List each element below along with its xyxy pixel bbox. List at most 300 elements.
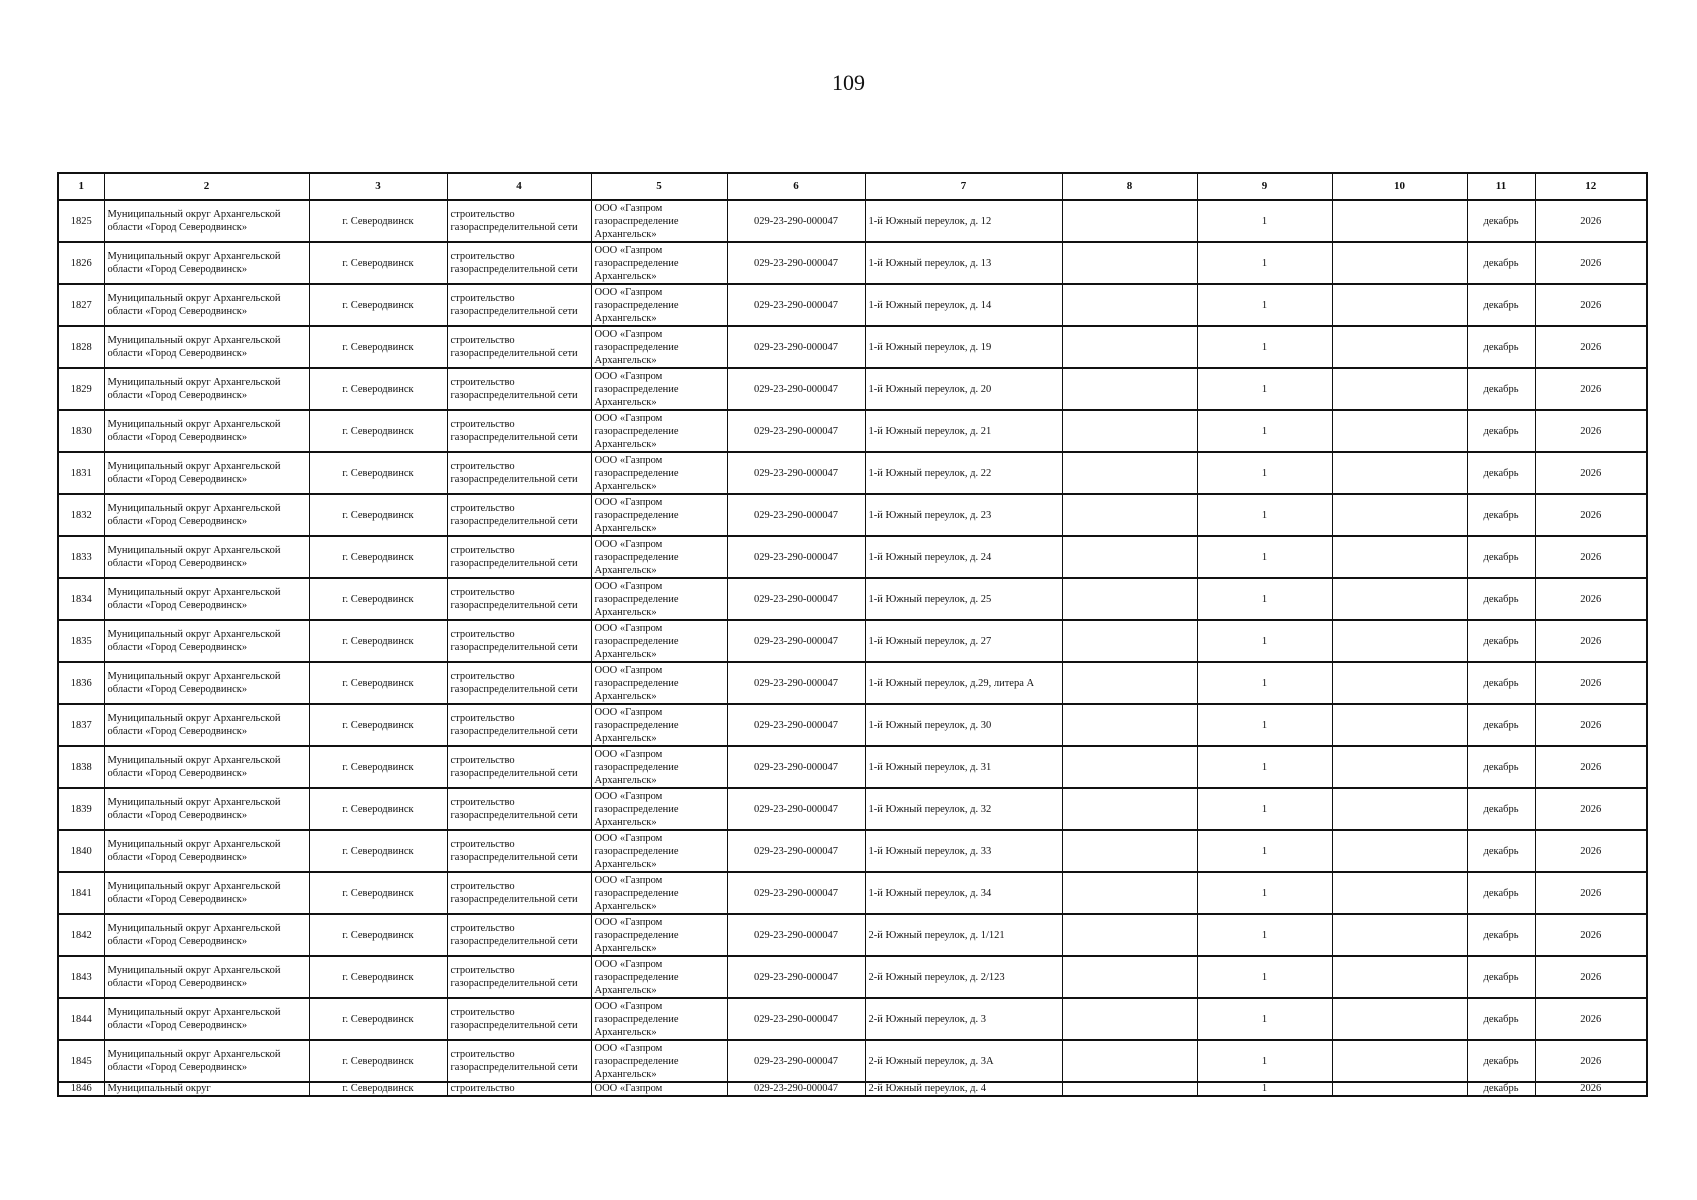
address-cell: 1-й Южный переулок, д. 30 <box>865 704 1062 746</box>
scheme-code-cell: 029-23-290-000047 <box>727 662 865 704</box>
work-type-cell: строительство газораспределительной сети <box>447 284 591 326</box>
column-9-cell: 1 <box>1197 1082 1332 1096</box>
table-row <box>58 662 1647 704</box>
address-cell: 1-й Южный переулок, д.29, литера А <box>865 662 1062 704</box>
column-header: 12 <box>1535 173 1647 200</box>
organization-cell: ООО «Газпром газораспределение Архангельск» <box>591 494 727 536</box>
address-cell: 1-й Южный переулок, д. 32 <box>865 788 1062 830</box>
work-type-cell: строительство газораспределительной сети <box>447 242 591 284</box>
city-cell: г. Северодвинск <box>309 662 447 704</box>
column-8-cell <box>1062 284 1197 326</box>
municipality-cell: Муниципальный округ <box>104 1082 309 1096</box>
scheme-code-cell: 029-23-290-000047 <box>727 746 865 788</box>
work-type-cell: строительство газораспределительной сети <box>447 746 591 788</box>
month-cell: декабрь <box>1467 998 1535 1040</box>
work-type-cell: строительство газораспределительной сети <box>447 494 591 536</box>
row-number-cell: 1842 <box>58 914 104 956</box>
column-8-cell <box>1062 662 1197 704</box>
table-row <box>58 998 1647 1040</box>
scheme-code-cell: 029-23-290-000047 <box>727 1040 865 1082</box>
municipality-cell: Муниципальный округ Архангельской области «Город Северодвинск» <box>104 200 309 242</box>
work-type-cell: строительство <box>447 1082 591 1096</box>
city-cell: г. Северодвинск <box>309 242 447 284</box>
column-header: 5 <box>591 173 727 200</box>
table-row <box>58 578 1647 620</box>
organization-cell: ООО «Газпром газораспределение Архангельск» <box>591 914 727 956</box>
column-8-cell <box>1062 452 1197 494</box>
table-row <box>58 452 1647 494</box>
municipality-cell: Муниципальный округ Архангельской области «Город Северодвинск» <box>104 956 309 998</box>
column-header: 11 <box>1467 173 1535 200</box>
work-type-cell: строительство газораспределительной сети <box>447 704 591 746</box>
year-cell: 2026 <box>1535 704 1647 746</box>
column-9-cell: 1 <box>1197 326 1332 368</box>
row-number-cell: 1837 <box>58 704 104 746</box>
city-cell: г. Северодвинск <box>309 956 447 998</box>
city-cell: г. Северодвинск <box>309 830 447 872</box>
page-number: 109 <box>832 70 865 95</box>
city-cell: г. Северодвинск <box>309 410 447 452</box>
municipality-cell: Муниципальный округ Архангельской области «Город Северодвинск» <box>104 536 309 578</box>
table-row <box>58 914 1647 956</box>
month-cell: декабрь <box>1467 662 1535 704</box>
column-10-cell <box>1332 536 1467 578</box>
city-cell: г. Северодвинск <box>309 326 447 368</box>
year-cell: 2026 <box>1535 746 1647 788</box>
column-8-cell <box>1062 494 1197 536</box>
table-row <box>58 326 1647 368</box>
address-cell: 1-й Южный переулок, д. 13 <box>865 242 1062 284</box>
city-cell: г. Северодвинск <box>309 746 447 788</box>
scheme-code-cell: 029-23-290-000047 <box>727 410 865 452</box>
row-number-cell: 1826 <box>58 242 104 284</box>
scheme-code-cell: 029-23-290-000047 <box>727 494 865 536</box>
column-9-cell: 1 <box>1197 200 1332 242</box>
month-cell: декабрь <box>1467 326 1535 368</box>
column-9-cell: 1 <box>1197 998 1332 1040</box>
row-number-cell: 1844 <box>58 998 104 1040</box>
column-9-cell: 1 <box>1197 746 1332 788</box>
organization-cell: ООО «Газпром газораспределение Архангельск» <box>591 956 727 998</box>
row-number-cell: 1832 <box>58 494 104 536</box>
work-type-cell: строительство газораспределительной сети <box>447 872 591 914</box>
year-cell: 2026 <box>1535 620 1647 662</box>
column-8-cell <box>1062 746 1197 788</box>
header-row <box>58 173 1647 200</box>
column-9-cell: 1 <box>1197 452 1332 494</box>
month-cell: декабрь <box>1467 368 1535 410</box>
month-cell: декабрь <box>1467 284 1535 326</box>
scheme-code-cell: 029-23-290-000047 <box>727 956 865 998</box>
work-type-cell: строительство газораспределительной сети <box>447 452 591 494</box>
address-cell: 1-й Южный переулок, д. 19 <box>865 326 1062 368</box>
address-cell: 1-й Южный переулок, д. 25 <box>865 578 1062 620</box>
organization-cell: ООО «Газпром газораспределение Архангельск» <box>591 788 727 830</box>
row-number-cell: 1834 <box>58 578 104 620</box>
work-type-cell: строительство газораспределительной сети <box>447 620 591 662</box>
row-number-cell: 1831 <box>58 452 104 494</box>
column-10-cell <box>1332 242 1467 284</box>
scheme-code-cell: 029-23-290-000047 <box>727 914 865 956</box>
scheme-code-cell: 029-23-290-000047 <box>727 620 865 662</box>
column-header: 7 <box>865 173 1062 200</box>
column-8-cell <box>1062 704 1197 746</box>
column-9-cell: 1 <box>1197 788 1332 830</box>
column-10-cell <box>1332 368 1467 410</box>
address-cell: 1-й Южный переулок, д. 12 <box>865 200 1062 242</box>
year-cell: 2026 <box>1535 830 1647 872</box>
column-header: 2 <box>104 173 309 200</box>
address-cell: 1-й Южный переулок, д. 33 <box>865 830 1062 872</box>
month-cell: декабрь <box>1467 200 1535 242</box>
table-row <box>58 620 1647 662</box>
column-8-cell <box>1062 1082 1197 1096</box>
row-number-cell: 1838 <box>58 746 104 788</box>
table-row <box>58 368 1647 410</box>
column-8-cell <box>1062 830 1197 872</box>
address-cell: 1-й Южный переулок, д. 22 <box>865 452 1062 494</box>
year-cell: 2026 <box>1535 284 1647 326</box>
column-9-cell: 1 <box>1197 956 1332 998</box>
year-cell: 2026 <box>1535 200 1647 242</box>
address-cell: 1-й Южный переулок, д. 31 <box>865 746 1062 788</box>
column-10-cell <box>1332 452 1467 494</box>
scheme-code-cell: 029-23-290-000047 <box>727 788 865 830</box>
column-10-cell <box>1332 998 1467 1040</box>
table-row <box>58 284 1647 326</box>
organization-cell: ООО «Газпром газораспределение Архангельск» <box>591 998 727 1040</box>
organization-cell: ООО «Газпром газораспределение Архангельск» <box>591 452 727 494</box>
column-9-cell: 1 <box>1197 662 1332 704</box>
table-row <box>58 872 1647 914</box>
month-cell: декабрь <box>1467 536 1535 578</box>
address-cell: 1-й Южный переулок, д. 34 <box>865 872 1062 914</box>
year-cell: 2026 <box>1535 494 1647 536</box>
column-10-cell <box>1332 1082 1467 1096</box>
year-cell: 2026 <box>1535 452 1647 494</box>
city-cell: г. Северодвинск <box>309 788 447 830</box>
address-cell: 2-й Южный переулок, д. 3 <box>865 998 1062 1040</box>
table-row <box>58 1082 1647 1096</box>
column-8-cell <box>1062 872 1197 914</box>
organization-cell: ООО «Газпром газораспределение Архангельск» <box>591 704 727 746</box>
column-8-cell <box>1062 368 1197 410</box>
column-header: 6 <box>727 173 865 200</box>
city-cell: г. Северодвинск <box>309 1082 447 1096</box>
column-8-cell <box>1062 914 1197 956</box>
scheme-code-cell: 029-23-290-000047 <box>727 368 865 410</box>
year-cell: 2026 <box>1535 368 1647 410</box>
organization-cell: ООО «Газпром газораспределение Архангельск» <box>591 200 727 242</box>
column-header: 9 <box>1197 173 1332 200</box>
work-type-cell: строительство газораспределительной сети <box>447 368 591 410</box>
month-cell: декабрь <box>1467 620 1535 662</box>
municipality-cell: Муниципальный округ Архангельской области «Город Северодвинск» <box>104 452 309 494</box>
row-number-cell: 1840 <box>58 830 104 872</box>
year-cell: 2026 <box>1535 956 1647 998</box>
organization-cell: ООО «Газпром газораспределение Архангельск» <box>591 1040 727 1082</box>
municipality-cell: Муниципальный округ Архангельской области «Город Северодвинск» <box>104 410 309 452</box>
month-cell: декабрь <box>1467 914 1535 956</box>
organization-cell: ООО «Газпром газораспределение Архангельск» <box>591 578 727 620</box>
column-10-cell <box>1332 578 1467 620</box>
municipality-cell: Муниципальный округ Архангельской области «Город Северодвинск» <box>104 242 309 284</box>
table-row <box>58 410 1647 452</box>
column-10-cell <box>1332 662 1467 704</box>
column-8-cell <box>1062 788 1197 830</box>
column-10-cell <box>1332 872 1467 914</box>
column-10-cell <box>1332 956 1467 998</box>
table-row <box>58 200 1647 242</box>
column-8-cell <box>1062 998 1197 1040</box>
organization-cell: ООО «Газпром газораспределение Архангельск» <box>591 536 727 578</box>
column-8-cell <box>1062 956 1197 998</box>
organization-cell: ООО «Газпром <box>591 1082 727 1096</box>
table-row <box>58 788 1647 830</box>
month-cell: декабрь <box>1467 1040 1535 1082</box>
scheme-code-cell: 029-23-290-000047 <box>727 1082 865 1096</box>
column-10-cell <box>1332 494 1467 536</box>
month-cell: декабрь <box>1467 872 1535 914</box>
column-10-cell <box>1332 746 1467 788</box>
address-cell: 1-й Южный переулок, д. 24 <box>865 536 1062 578</box>
table-row <box>58 956 1647 998</box>
address-cell: 1-й Южный переулок, д. 20 <box>865 368 1062 410</box>
year-cell: 2026 <box>1535 536 1647 578</box>
row-number-cell: 1841 <box>58 872 104 914</box>
column-8-cell <box>1062 1040 1197 1082</box>
work-type-cell: строительство газораспределительной сети <box>447 326 591 368</box>
scheme-code-cell: 029-23-290-000047 <box>727 998 865 1040</box>
row-number-cell: 1845 <box>58 1040 104 1082</box>
year-cell: 2026 <box>1535 242 1647 284</box>
year-cell: 2026 <box>1535 326 1647 368</box>
year-cell: 2026 <box>1535 410 1647 452</box>
address-cell: 1-й Южный переулок, д. 23 <box>865 494 1062 536</box>
organization-cell: ООО «Газпром газораспределение Архангельск» <box>591 410 727 452</box>
organization-cell: ООО «Газпром газораспределение Архангельск» <box>591 284 727 326</box>
row-number-cell: 1825 <box>58 200 104 242</box>
column-header: 10 <box>1332 173 1467 200</box>
address-cell: 2-й Южный переулок, д. 4 <box>865 1082 1062 1096</box>
month-cell: декабрь <box>1467 830 1535 872</box>
city-cell: г. Северодвинск <box>309 998 447 1040</box>
work-type-cell: строительство газораспределительной сети <box>447 998 591 1040</box>
organization-cell: ООО «Газпром газораспределение Архангельск» <box>591 872 727 914</box>
column-9-cell: 1 <box>1197 494 1332 536</box>
column-10-cell <box>1332 410 1467 452</box>
table-row <box>58 536 1647 578</box>
city-cell: г. Северодвинск <box>309 914 447 956</box>
work-type-cell: строительство газораспределительной сети <box>447 662 591 704</box>
row-number-cell: 1829 <box>58 368 104 410</box>
month-cell: декабрь <box>1467 452 1535 494</box>
column-10-cell <box>1332 830 1467 872</box>
column-9-cell: 1 <box>1197 368 1332 410</box>
row-number-cell: 1830 <box>58 410 104 452</box>
scheme-code-cell: 029-23-290-000047 <box>727 704 865 746</box>
scheme-code-cell: 029-23-290-000047 <box>727 284 865 326</box>
scheme-code-cell: 029-23-290-000047 <box>727 242 865 284</box>
year-cell: 2026 <box>1535 662 1647 704</box>
year-cell: 2026 <box>1535 872 1647 914</box>
table-row <box>58 1040 1647 1082</box>
column-9-cell: 1 <box>1197 830 1332 872</box>
address-cell: 1-й Южный переулок, д. 27 <box>865 620 1062 662</box>
organization-cell: ООО «Газпром газораспределение Архангельск» <box>591 662 727 704</box>
city-cell: г. Северодвинск <box>309 494 447 536</box>
column-9-cell: 1 <box>1197 284 1332 326</box>
scheme-code-cell: 029-23-290-000047 <box>727 536 865 578</box>
organization-cell: ООО «Газпром газораспределение Архангельск» <box>591 830 727 872</box>
table-row <box>58 242 1647 284</box>
organization-cell: ООО «Газпром газораспределение Архангельск» <box>591 326 727 368</box>
row-number-cell: 1843 <box>58 956 104 998</box>
column-8-cell <box>1062 200 1197 242</box>
year-cell: 2026 <box>1535 1082 1647 1096</box>
row-number-cell: 1836 <box>58 662 104 704</box>
column-10-cell <box>1332 704 1467 746</box>
month-cell: декабрь <box>1467 242 1535 284</box>
organization-cell: ООО «Газпром газораспределение Архангельск» <box>591 368 727 410</box>
work-type-cell: строительство газораспределительной сети <box>447 830 591 872</box>
table-row <box>58 830 1647 872</box>
scheme-code-cell: 029-23-290-000047 <box>727 326 865 368</box>
city-cell: г. Северодвинск <box>309 1040 447 1082</box>
scheme-code-cell: 029-23-290-000047 <box>727 830 865 872</box>
column-10-cell <box>1332 788 1467 830</box>
address-cell: 1-й Южный переулок, д. 21 <box>865 410 1062 452</box>
column-9-cell: 1 <box>1197 410 1332 452</box>
row-number-cell: 1835 <box>58 620 104 662</box>
column-10-cell <box>1332 200 1467 242</box>
city-cell: г. Северодвинск <box>309 578 447 620</box>
column-10-cell <box>1332 914 1467 956</box>
row-number-cell: 1827 <box>58 284 104 326</box>
municipality-cell: Муниципальный округ Архангельской области «Город Северодвинск» <box>104 872 309 914</box>
municipality-cell: Муниципальный округ Архангельской области «Город Северодвинск» <box>104 284 309 326</box>
municipality-cell: Муниципальный округ Архангельской области «Город Северодвинск» <box>104 788 309 830</box>
municipality-cell: Муниципальный округ Архангельской области «Город Северодвинск» <box>104 368 309 410</box>
column-8-cell <box>1062 242 1197 284</box>
column-10-cell <box>1332 326 1467 368</box>
work-type-cell: строительство газораспределительной сети <box>447 914 591 956</box>
municipality-cell: Муниципальный округ Архангельской области «Город Северодвинск» <box>104 662 309 704</box>
table-row <box>58 746 1647 788</box>
city-cell: г. Северодвинск <box>309 536 447 578</box>
year-cell: 2026 <box>1535 1040 1647 1082</box>
work-type-cell: строительство газораспределительной сети <box>447 578 591 620</box>
column-10-cell <box>1332 1040 1467 1082</box>
year-cell: 2026 <box>1535 578 1647 620</box>
month-cell: декабрь <box>1467 578 1535 620</box>
municipality-cell: Муниципальный округ Архангельской области «Город Северодвинск» <box>104 830 309 872</box>
column-9-cell: 1 <box>1197 578 1332 620</box>
column-9-cell: 1 <box>1197 872 1332 914</box>
column-10-cell <box>1332 284 1467 326</box>
year-cell: 2026 <box>1535 914 1647 956</box>
column-9-cell: 1 <box>1197 620 1332 662</box>
municipality-cell: Муниципальный округ Архангельской области «Город Северодвинск» <box>104 914 309 956</box>
address-cell: 1-й Южный переулок, д. 14 <box>865 284 1062 326</box>
register-table <box>57 172 1648 1097</box>
work-type-cell: строительство газораспределительной сети <box>447 536 591 578</box>
address-cell: 2-й Южный переулок, д. 2/123 <box>865 956 1062 998</box>
row-number-cell: 1833 <box>58 536 104 578</box>
address-cell: 2-й Южный переулок, д. 3А <box>865 1040 1062 1082</box>
municipality-cell: Муниципальный округ Архангельской области «Город Северодвинск» <box>104 494 309 536</box>
year-cell: 2026 <box>1535 788 1647 830</box>
column-9-cell: 1 <box>1197 704 1332 746</box>
row-number-cell: 1828 <box>58 326 104 368</box>
table-row <box>58 704 1647 746</box>
column-header: 1 <box>58 173 104 200</box>
work-type-cell: строительство газораспределительной сети <box>447 788 591 830</box>
column-header: 4 <box>447 173 591 200</box>
city-cell: г. Северодвинск <box>309 368 447 410</box>
column-8-cell <box>1062 578 1197 620</box>
month-cell: декабрь <box>1467 494 1535 536</box>
column-9-cell: 1 <box>1197 914 1332 956</box>
column-header: 3 <box>309 173 447 200</box>
address-cell: 2-й Южный переулок, д. 1/121 <box>865 914 1062 956</box>
municipality-cell: Муниципальный округ Архангельской области «Город Северодвинск» <box>104 746 309 788</box>
city-cell: г. Северодвинск <box>309 452 447 494</box>
work-type-cell: строительство газораспределительной сети <box>447 956 591 998</box>
work-type-cell: строительство газораспределительной сети <box>447 200 591 242</box>
column-8-cell <box>1062 326 1197 368</box>
city-cell: г. Северодвинск <box>309 284 447 326</box>
municipality-cell: Муниципальный округ Архангельской области «Город Северодвинск» <box>104 998 309 1040</box>
city-cell: г. Северодвинск <box>309 872 447 914</box>
scheme-code-cell: 029-23-290-000047 <box>727 452 865 494</box>
column-9-cell: 1 <box>1197 242 1332 284</box>
city-cell: г. Северодвинск <box>309 704 447 746</box>
month-cell: декабрь <box>1467 788 1535 830</box>
municipality-cell: Муниципальный округ Архангельской области «Город Северодвинск» <box>104 326 309 368</box>
row-number-cell: 1846 <box>58 1082 104 1096</box>
organization-cell: ООО «Газпром газораспределение Архангельск» <box>591 746 727 788</box>
column-10-cell <box>1332 620 1467 662</box>
column-8-cell <box>1062 620 1197 662</box>
municipality-cell: Муниципальный округ Архангельской области «Город Северодвинск» <box>104 620 309 662</box>
city-cell: г. Северодвинск <box>309 200 447 242</box>
work-type-cell: строительство газораспределительной сети <box>447 410 591 452</box>
city-cell: г. Северодвинск <box>309 620 447 662</box>
scheme-code-cell: 029-23-290-000047 <box>727 578 865 620</box>
month-cell: декабрь <box>1467 704 1535 746</box>
row-number-cell: 1839 <box>58 788 104 830</box>
month-cell: декабрь <box>1467 956 1535 998</box>
scheme-code-cell: 029-23-290-000047 <box>727 200 865 242</box>
column-8-cell <box>1062 536 1197 578</box>
table-row <box>58 494 1647 536</box>
year-cell: 2026 <box>1535 998 1647 1040</box>
organization-cell: ООО «Газпром газораспределение Архангельск» <box>591 242 727 284</box>
municipality-cell: Муниципальный округ Архангельской области «Город Северодвинск» <box>104 704 309 746</box>
column-8-cell <box>1062 410 1197 452</box>
month-cell: декабрь <box>1467 410 1535 452</box>
month-cell: декабрь <box>1467 1082 1535 1096</box>
column-9-cell: 1 <box>1197 536 1332 578</box>
municipality-cell: Муниципальный округ Архангельской области «Город Северодвинск» <box>104 1040 309 1082</box>
column-9-cell: 1 <box>1197 1040 1332 1082</box>
municipality-cell: Муниципальный округ Архангельской области «Город Северодвинск» <box>104 578 309 620</box>
work-type-cell: строительство газораспределительной сети <box>447 1040 591 1082</box>
month-cell: декабрь <box>1467 746 1535 788</box>
scheme-code-cell: 029-23-290-000047 <box>727 872 865 914</box>
column-header: 8 <box>1062 173 1197 200</box>
